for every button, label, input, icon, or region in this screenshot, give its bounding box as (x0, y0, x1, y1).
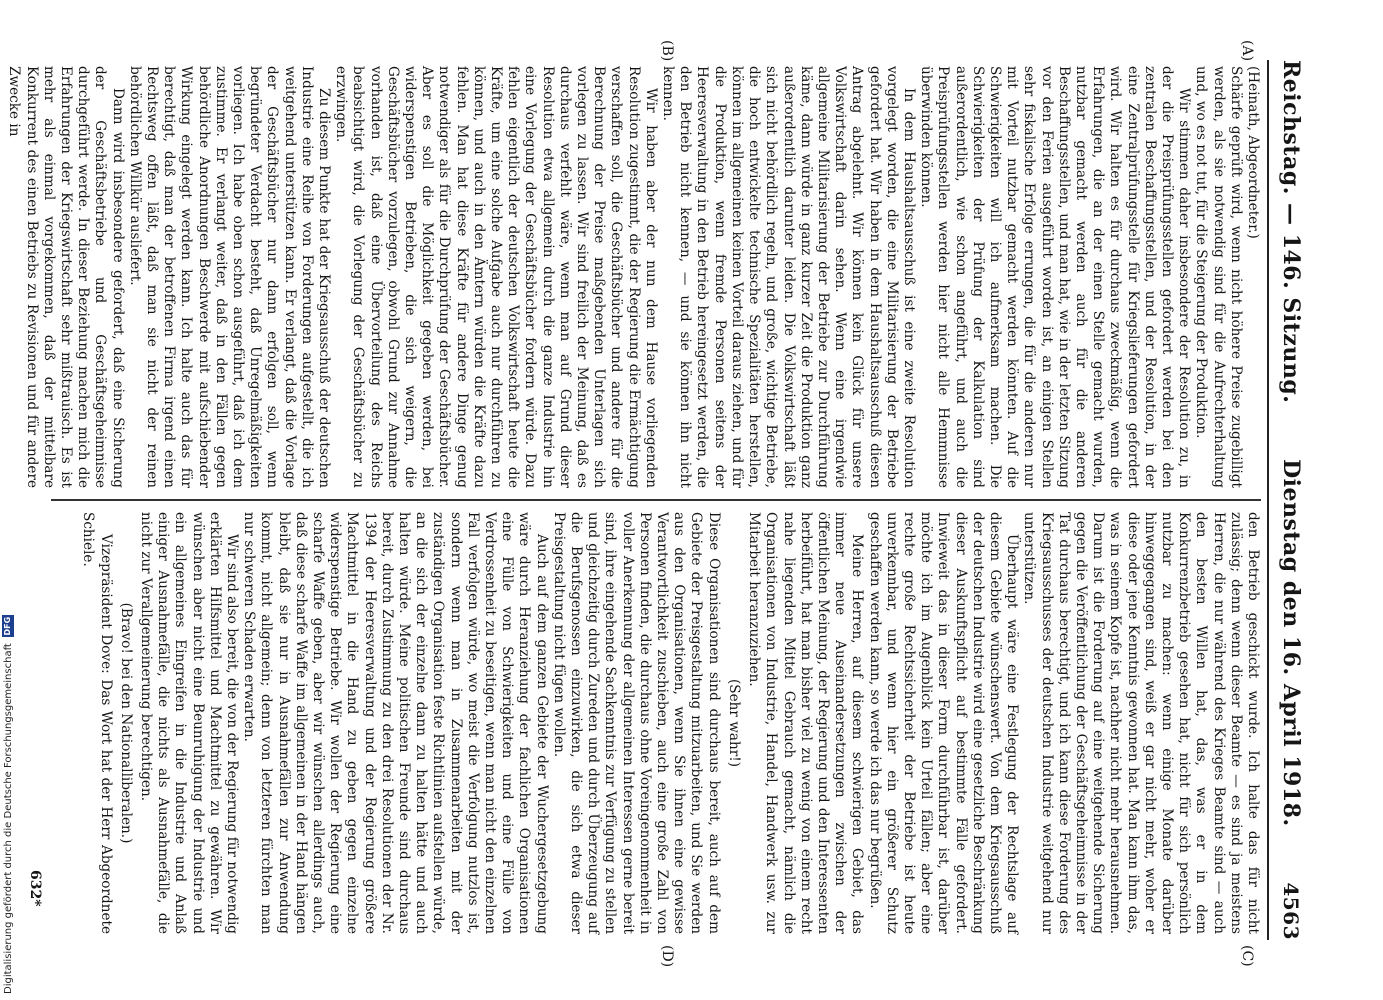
sidebar-strip (0, 0, 16, 1000)
paragraph: Dann wird insbesondere gefordert, daß eine Sicherung der Geschäftsbetriebe und Geschäftsgeheimnisse durchgeführt werde. In dieser Beziehung machen mich die Erfahrungen der Kriegswirtschaft sehr mißtrauisch. Es ist mehr als einmal vorgekommen, daß der mittelbare Konkurrent des einen Betriebs zu Revisionen und für andere Zwecke in (6, 66, 126, 488)
paragraph-speaker-call: Vizepräsident Dove: Das Wort hat der Herr Abgeordnete Schiele. (80, 512, 114, 934)
funding-note (1, 0, 15, 1000)
right-column (46, 512, 1261, 934)
header-left: Reichstag. — 146. Sitzung. (1278, 60, 1304, 404)
paragraph: Diese Organisationen sind durchaus bereit, auch auf dem Gebiete der Preisgestaltung mitzuarbeiten, und Sie werden aus den Organisationen, wenn Sie ihnen eine gewisse Verantwortlichkeit zuschieben, auch eine große Zahl von Personen finden, die durchaus ohne Voreingenommenheit in voller Anerkennung der allgemeinen Interessen gerne bereit sind, ihre eingehende Sachkenntnis zur Verfügung zu stellen und gleichzeitig durch Zureden und durch Überzeugung auf die Berufsgenossen einzuwirken, die sich etwa dieser Preisgestaltung nicht fügen wollen. (550, 512, 722, 934)
funding-note-text: Digitalisierung gefördert durch die Deutsche Forschungsgemeinschaft (2, 643, 14, 994)
left-column (6, 66, 1261, 488)
interjection: (Bravo! bei den Nationalliberalen.) (117, 602, 134, 844)
dfg-logo-icon: DFG (3, 616, 12, 636)
paragraph: Schärfe geprüft wird, wenn nicht höhere Preise zugebilligt werden, als sie notwendig sind für die Aufrechterhaltung und, wo es not tut, für die Steigerung der Produktion. (1193, 66, 1244, 488)
header-rule (1267, 60, 1269, 940)
margin-marker-b: (B) (659, 40, 675, 62)
paragraph: Wir haben aber der nun dem Hause vorliegenden Resolution zugestimmt, die der Regierung die Ermächtigung verschaffen soll, die Geschäftsbücher und andere für die Berechnung der Preise maßgebenden Unterlagen sich vorlegen zu lassen. Wir sind freilich der Meinung, daß es durchaus verfehlt wäre, wenn man auf Grund dieser Resolution etwa allgemein durch die ganze Industrie hin eine Vorlegung der Geschäftsbücher fordern würde. Dazu fehlen eigentlich der deutschen Volkswirtschaft heute die Kräfte, um eine solche Aufgabe auch nur durchführen zu können, und auch in den Ämtern würden die Kräfte dazu fehlen. Man hat diese Kräfte für andere Dinge genug notwendiger als für die Durchprüfung der Geschäftsbücher. Aber es soll die Möglichkeit gegeben werden, bei widerspenstigen Betrieben, die sich weigern, die Geschäftsbücher vorzulegen, obwohl Grund zur Annahme vorhanden ist, daß eine Übervorteilung des Reichs beabsichtigt wird, die Vorlegung der Geschäftsbücher zu erzwingen. (333, 66, 659, 488)
paragraph: Überhaupt wäre eine Festlegung der Rechtslage auf diesem Gebiete wünschenswert. Von dem Kriegsausschuß der deutschen Industrie wird eine gesetzliche Beschränkung dieser Auskunftspflicht auf bestimmte Fälle gefordert. Inwieweit das in dieser Form durchführbar ist, darüber möchte ich im Augenblick kein Urteil fällen; aber eine rechte große Rechtssicherheit der Betriebe ist heute unverkennbar, und wenn hier ein größerer Schutz geschaffen werden kann, so werde ich das nur begrüßen. (866, 512, 1021, 934)
margin-marker-c: (C) (1239, 945, 1255, 967)
paragraph: Zu diesem Punkte hat der Kriegsausschuß der deutschen Industrie eine Reihe von Forderungen aufgestellt, die ich weitgehend unterstützen kann. Er verlangt, daß die Vorlage der Geschäftsbücher nur dann erfolgen soll, wenn begründeter Verdacht besteht, daß Unregelmäßigkeiten vorliegen. Ich habe oben schon ausgeführt, daß ich dem zustimme. Er verlangt weiter, daß in den Fällen gegen behördliche Anordnungen Beschwerde mit aufschiebender Wirkung eingelegt werden kann. Ich halte auch das für berechtigt, daß man der betroffenen Firma irgend einen Rechtsweg offen läßt, daß man sie nicht der reinen behördlichen Willkür ausliefert. (126, 66, 333, 488)
paragraph: Wir stimmen daher insbesondere der Resolution zu, in der die Preisprüfungsstellen gefordert werden bei den zentralen Beschaffungsstellen, und der Resolution, in der eine Zentralprüfungsstelle für Kriegslieferungen gefordert wird. Wir halten es für durchaus zweckmäßig, wenn die Erfahrungen, die an der einen Stelle gemacht wurden, nutzbar gemacht werden auch für die anderen Beschaffungsstellen, und man hat, wie in der letzten Sitzung vor den Ferien ausgeführt worden ist, an einigen Stellen sehr fiskalische Erfolge errungen, die für die anderen nur mit Vorteil nutzbar gemacht werden könnten. Auf die Schwierigkeiten will ich aufmerksam machen. Die Schwierigkeiten der Prüfung der Kalkulation sind außerordentlich, wie schon angeführt, und auch die Preisprüfungsstellen werden hier nicht alle Hemmnisse überwinden können. (918, 66, 1193, 488)
speaker-tag: (Heinath, Abgeordneter.) (1245, 66, 1261, 239)
column-divider (51, 499, 1261, 501)
paragraph: In dem Haushaltsausschuß ist eine zweite Resolution vorgelegt worden, die eine Militarisierung der Betriebe gefordert hat. Wir haben in dem Haushaltsausschuß diesen Antrag abgelehnt. Wir können kein Glück für unsere Volkswirtschaft darin sehen. Wenn eine irgendwie allgemeine Militarisierung der Betriebe zur Durchführung käme, dann würde in ganz kurzer Zeit die Produktion ganz außerordentlich darunter leiden. Die Volkswirtschaft läßt sich nicht behördlich regeln, und große, wichtige Betriebe, die hoch entwickelte technische Spezialitäten herstellen, können im allgemeinen keinen Vorteil daraus ziehen, und für die Produktion, wenn fremde Personen seitens der Heeresverwaltung in den Betrieb hereingesetzt werden, die den Betrieb nicht kennen, — und sie können ihn nicht kennen. (660, 66, 917, 488)
paragraph: Meine Herren, auf diesem schwierigen Gebiet, das immer neue Auseinandersetzungen zwischen der öffentlichen Meinung, der Regierung und den Interessenten herbeiführt, hat man bisher viel zu wenig von einem recht nahe liegenden Mittel Gebrauch gemacht, nämlich die Organisationen von Industrie, Handel, Handwerk usw. zur Mitarbeit heranzuziehen. (746, 512, 866, 934)
page-header (1273, 60, 1309, 940)
folio-number: 632* (27, 870, 43, 907)
margin-marker-d: (D) (659, 945, 675, 968)
margin-marker-a: (A) (1239, 40, 1255, 62)
paragraph: Auch auf dem ganzen Gebiete der Wuchergesetzgebung wäre durch Heranziehung der fachlichen Organisationen eine Fülle von Schwierigkeiten und eine Fülle von Verdrossenheit zu beseitigen, wenn man nicht den einzelnen Fall verfolgen würde, wo meist die Verfolgung nutzlos ist, sondern wenn man in Zusammenarbeiten mit der zuständigen Organisation feste Richtlinien aufstellen würde, an die sich der einzelne dann zu halten hätte und auch halten würde. Meine politischen Freunde sind durchaus bereit, durch Zustimmung zu den drei Resolutionen der Nr. 1394 der Heeresverwaltung und der Regierung größere Machtmittel in die Hand zu geben gegen einzelne widerspenstige Betriebe. Wir wollen der Regierung eine scharfe Waffe geben, aber wir wünschen allerdings auch, daß diese scharfe Waffe im allgemeinen in der Hand hängen bleibt, daß sie nur in Ausnahmefällen zur Anwendung kommt, nicht allgemein; denn von letzteren fürchten man nur schweren Schaden erwarten. (241, 512, 550, 934)
paragraph: den Betrieb geschickt wurde. Ich halte das für nicht zulässig; denn wenn dieser Beamte — es sind ja meistens Herren, die nur während des Krieges Beamte sind — auch den besten Willen hat, das, was er in dem Konkurrenzbetrieb gesehen hat, nicht für sich persönlich nutzbar zu machen: wenn einige Monate darüber hinweggegangen sind, weiß er gar nicht mehr, woher er diese oder jene Kenntnis gewonnen hat. Man kann ihm das, was in seinem Kopfe ist, nachher nicht mehr herausnehmen. Darum ist die Forderung auf eine weitgehende Sicherung gegen die Veröffentlichung der Geschäftsgeheimnisse in der Tat durchaus berechtigt, und ich kann diese Forderung des Kriegsausschusses der deutschen Industrie weitgehend nur unterstützen. (1021, 512, 1261, 934)
paragraph: Wir sind also bereit, die von der Regierung für notwendig erklärten Hilfsmittel und Machtmittel zu gewähren. Wir wünschen aber nicht eine Beunruhigung der Industrie und ein allgemeines Eingreifen in die Industrie und Anlaß einiger Ausnahmefälle, die nichts als Ausnahmefälle, die nicht zur Verallgemeinerung berechtigen. (138, 512, 241, 934)
page-number: 4563 (1279, 882, 1303, 940)
header-right: Dienstag den 16. April 1918. (1278, 459, 1304, 827)
interjection: (Sehr wahr!) (725, 679, 742, 767)
